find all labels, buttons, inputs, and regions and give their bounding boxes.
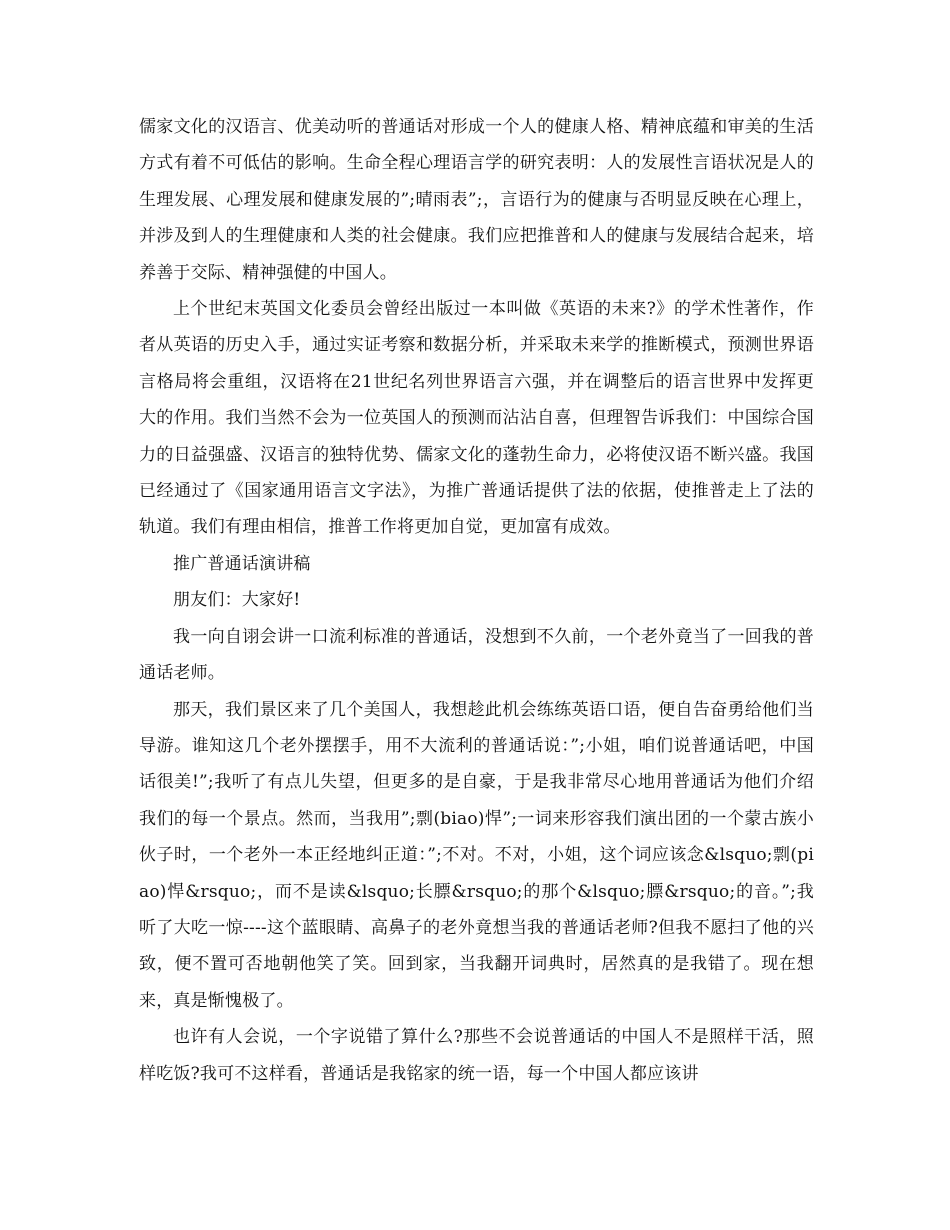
paragraph-5: 也许有人会说，一个字说错了算什么?那些不会说普通话的中国人不是照样干活，照样吃饭?我可不这样看，普通话是我铭家的统一语，每一个中国人都应该讲: [139, 1027, 814, 1084]
paragraph-3: 我一向自诩会讲一口流利标准的普通话，没想到不久前，一个老外竟当了一回我的普通话老师。: [139, 626, 814, 684]
greeting: 朋友们：大家好!: [173, 590, 301, 611]
paragraph-1: 儒家文化的汉语言、优美动听的普通话对形成一个人的健康人格、精神底蕴和审美的生活方式有着不可低估的影响。生命全程心理语言学的研究表明：人的发展性言语状况是人的生理发展、心理发展和健康发展的”;晴雨表”;，言语行为的健康与否明显反映在心理上，并涉及到人的生理健康和人类的社会健康。我们应把推普和人的健康与发展结合起来，培养善于交际、精神强健的中国人。: [139, 117, 814, 283]
paragraph-2: 上个世纪末英国文化委员会曾经出版过一本叫做《英语的未来?》的学术性著作，作者从英语的历史入手，通过实证考察和数据分析，并采取未来学的推断模式，预测世界语言格局将会重组，汉语将在21世纪名列世界语言六强，并在调整后的语言世界中发挥更大的作用。我们当然不会为一位英国人的预测而沾沾自喜，但理智告诉我们：中国综合国力的日益强盛、汉语言的独特优势、儒家文化的蓬勃生命力，必将使汉语不断兴盛。我国已经通过了《国家通用语言文字法》，为推广普通话提供了法的依据，使推普走上了法的轨道。我们有理由相信，推普工作将更加自觉，更加富有成效。: [139, 299, 814, 538]
speech-title: 推广普通话演讲稿: [173, 553, 311, 574]
paragraph-4: 那天，我们景区来了几个美国人，我想趁此机会练练英语口语，便自告奋勇给他们当导游。谁知这几个老外摆摆手，用不大流利的普通话说：”;小姐，咱们说普通话吧，中国话很美!”;我听了有点儿失望，但更多的是自豪，于是我非常尽心地用普通话为他们介绍我们的每一个景点。然而，当我用”;剽(biao)悍”;一词来形容我们演出团的一个蒙古族小伙子时，一个老外一本正经地纠正道：”;不对。不对，小姐，这个词应该念&lsquo;剽(piao)悍&rsquo;，而不是读&lsquo;长膘&rsquo;的那个&lsquo;膘&rsquo;的音。”;我听了大吃一惊----这个蓝眼睛、高鼻子的老外竟想当我的普通话老师?但我不愿扫了他的兴致，便不置可否地朝他笑了笑。回到家，当我翻开词典时，居然真的是我错了。现在想来，真是惭愧极了。: [139, 699, 814, 1011]
document-body: [139, 109, 814, 1092]
